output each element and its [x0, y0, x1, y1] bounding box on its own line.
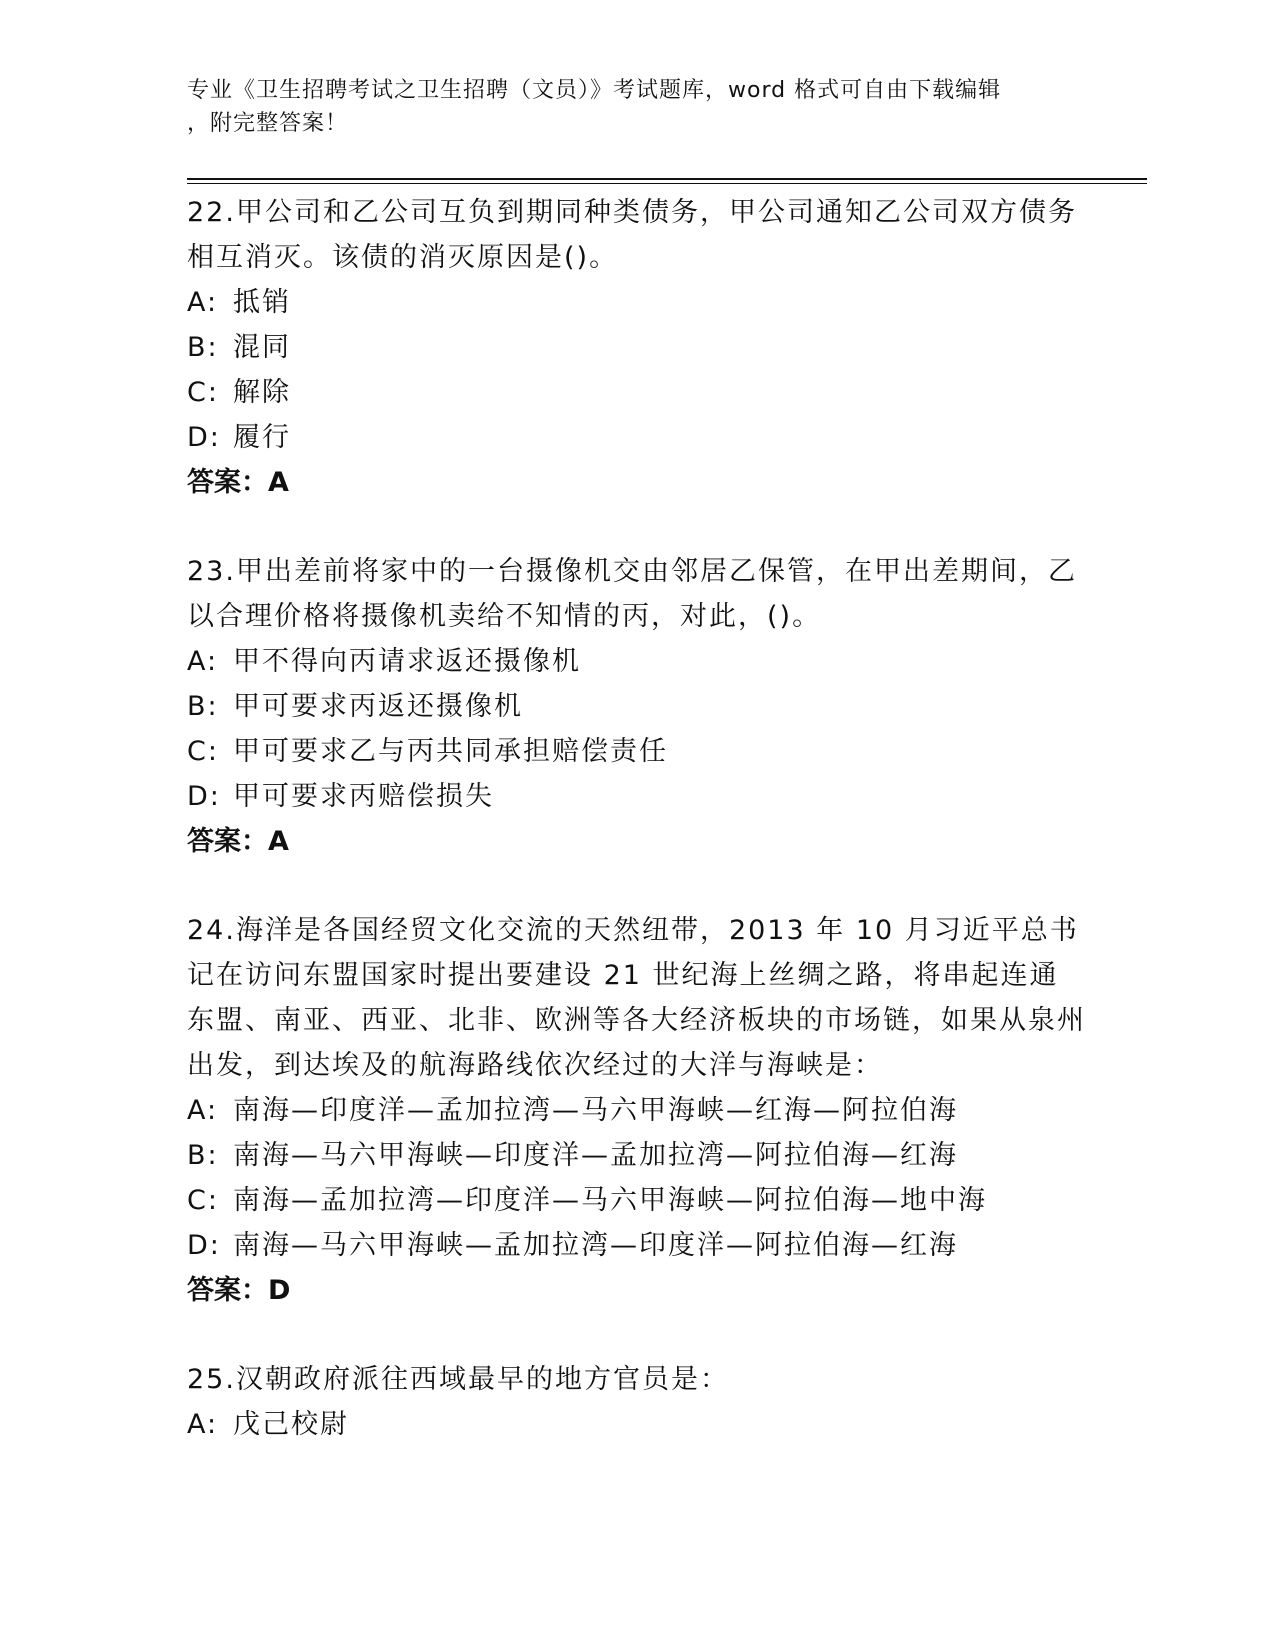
question-22 — [187, 190, 1087, 505]
answer-line — [187, 1268, 1087, 1313]
option-letter: C: — [187, 377, 219, 408]
option-d — [187, 1223, 1087, 1268]
answer-label: 答案： — [187, 467, 268, 498]
option-letter: A: — [187, 1095, 219, 1126]
question-25 — [187, 1357, 1087, 1447]
option-text: 甲可要求乙与丙共同承担赔偿责任 — [233, 736, 668, 767]
option-text: 履行 — [233, 422, 291, 453]
header-divider-thick — [187, 178, 1147, 180]
option-letter: C: — [187, 736, 219, 767]
answer-label: 答案： — [187, 826, 268, 857]
option-a — [187, 639, 1087, 684]
option-b — [187, 1133, 1087, 1178]
option-a — [187, 1402, 1087, 1447]
option-letter: A: — [187, 287, 219, 318]
option-letter: B: — [187, 691, 219, 722]
document-header — [187, 74, 1087, 140]
answer-label: 答案： — [187, 1275, 268, 1306]
option-b — [187, 684, 1087, 729]
header-line-1: 专业《卫生招聘考试之卫生招聘（文员）》考试题库，word 格式可自由下载编辑 — [187, 78, 1002, 103]
header-divider-thin — [187, 183, 1147, 184]
option-c — [187, 1178, 1087, 1223]
question-stem: 22.甲公司和乙公司互负到期同种类债务，甲公司通知乙公司双方债务相互消灭。该债的消灭原因是()。 — [187, 197, 1077, 273]
option-text: 南海—马六甲海峡—孟加拉湾—印度洋—阿拉伯海—红海 — [233, 1230, 958, 1261]
option-text: 南海—印度洋—孟加拉湾—马六甲海峡—红海—阿拉伯海 — [233, 1095, 958, 1126]
option-text: 甲可要求丙返还摄像机 — [233, 691, 523, 722]
question-stem: 25.汉朝政府派往西域最早的地方官员是： — [187, 1364, 729, 1395]
option-c — [187, 729, 1087, 774]
answer-line — [187, 819, 1087, 864]
option-letter: D: — [187, 422, 221, 453]
answer-value: A — [268, 467, 289, 498]
answer-line — [187, 460, 1087, 505]
option-b — [187, 325, 1087, 370]
option-letter: A: — [187, 646, 219, 677]
option-text: 南海—孟加拉湾—印度洋—马六甲海峡—阿拉伯海—地中海 — [233, 1185, 987, 1216]
option-letter: A: — [187, 1409, 219, 1440]
option-text: 抵销 — [233, 287, 291, 318]
option-c — [187, 370, 1087, 415]
option-letter: B: — [187, 332, 219, 363]
question-stem: 23.甲出差前将家中的一台摄像机交由邻居乙保管，在甲出差期间，乙以合理价格将摄像机卖给不知情的丙，对此，()。 — [187, 556, 1077, 632]
option-a — [187, 280, 1087, 325]
question-list — [187, 190, 1087, 1491]
option-letter: D: — [187, 781, 221, 812]
option-letter: D: — [187, 1230, 221, 1261]
option-d — [187, 415, 1087, 460]
answer-value: A — [268, 826, 289, 857]
answer-value: D — [268, 1275, 291, 1306]
question-stem: 24.海洋是各国经贸文化交流的天然纽带，2013 年 10 月习近平总书记在访问东盟国家时提出要建设 21 世纪海上丝绸之路，将串起连通东盟、南亚、西亚、北非、欧洲等各大经济板块的市场链，如果从泉州出发，到达埃及的航海路线依次经过的大洋与海峡是： — [187, 915, 1086, 1081]
option-text: 甲不得向丙请求返还摄像机 — [233, 646, 581, 677]
option-text: 戊己校尉 — [233, 1409, 349, 1440]
option-text: 南海—马六甲海峡—印度洋—孟加拉湾—阿拉伯海—红海 — [233, 1140, 958, 1171]
option-text: 甲可要求丙赔偿损失 — [233, 781, 494, 812]
option-letter: B: — [187, 1140, 219, 1171]
option-d — [187, 774, 1087, 819]
option-text: 混同 — [233, 332, 291, 363]
option-letter: C: — [187, 1185, 219, 1216]
question-23 — [187, 549, 1087, 864]
option-a — [187, 1088, 1087, 1133]
option-text: 解除 — [233, 377, 291, 408]
question-24 — [187, 908, 1087, 1313]
header-line-2: ，附完整答案！ — [187, 111, 349, 136]
